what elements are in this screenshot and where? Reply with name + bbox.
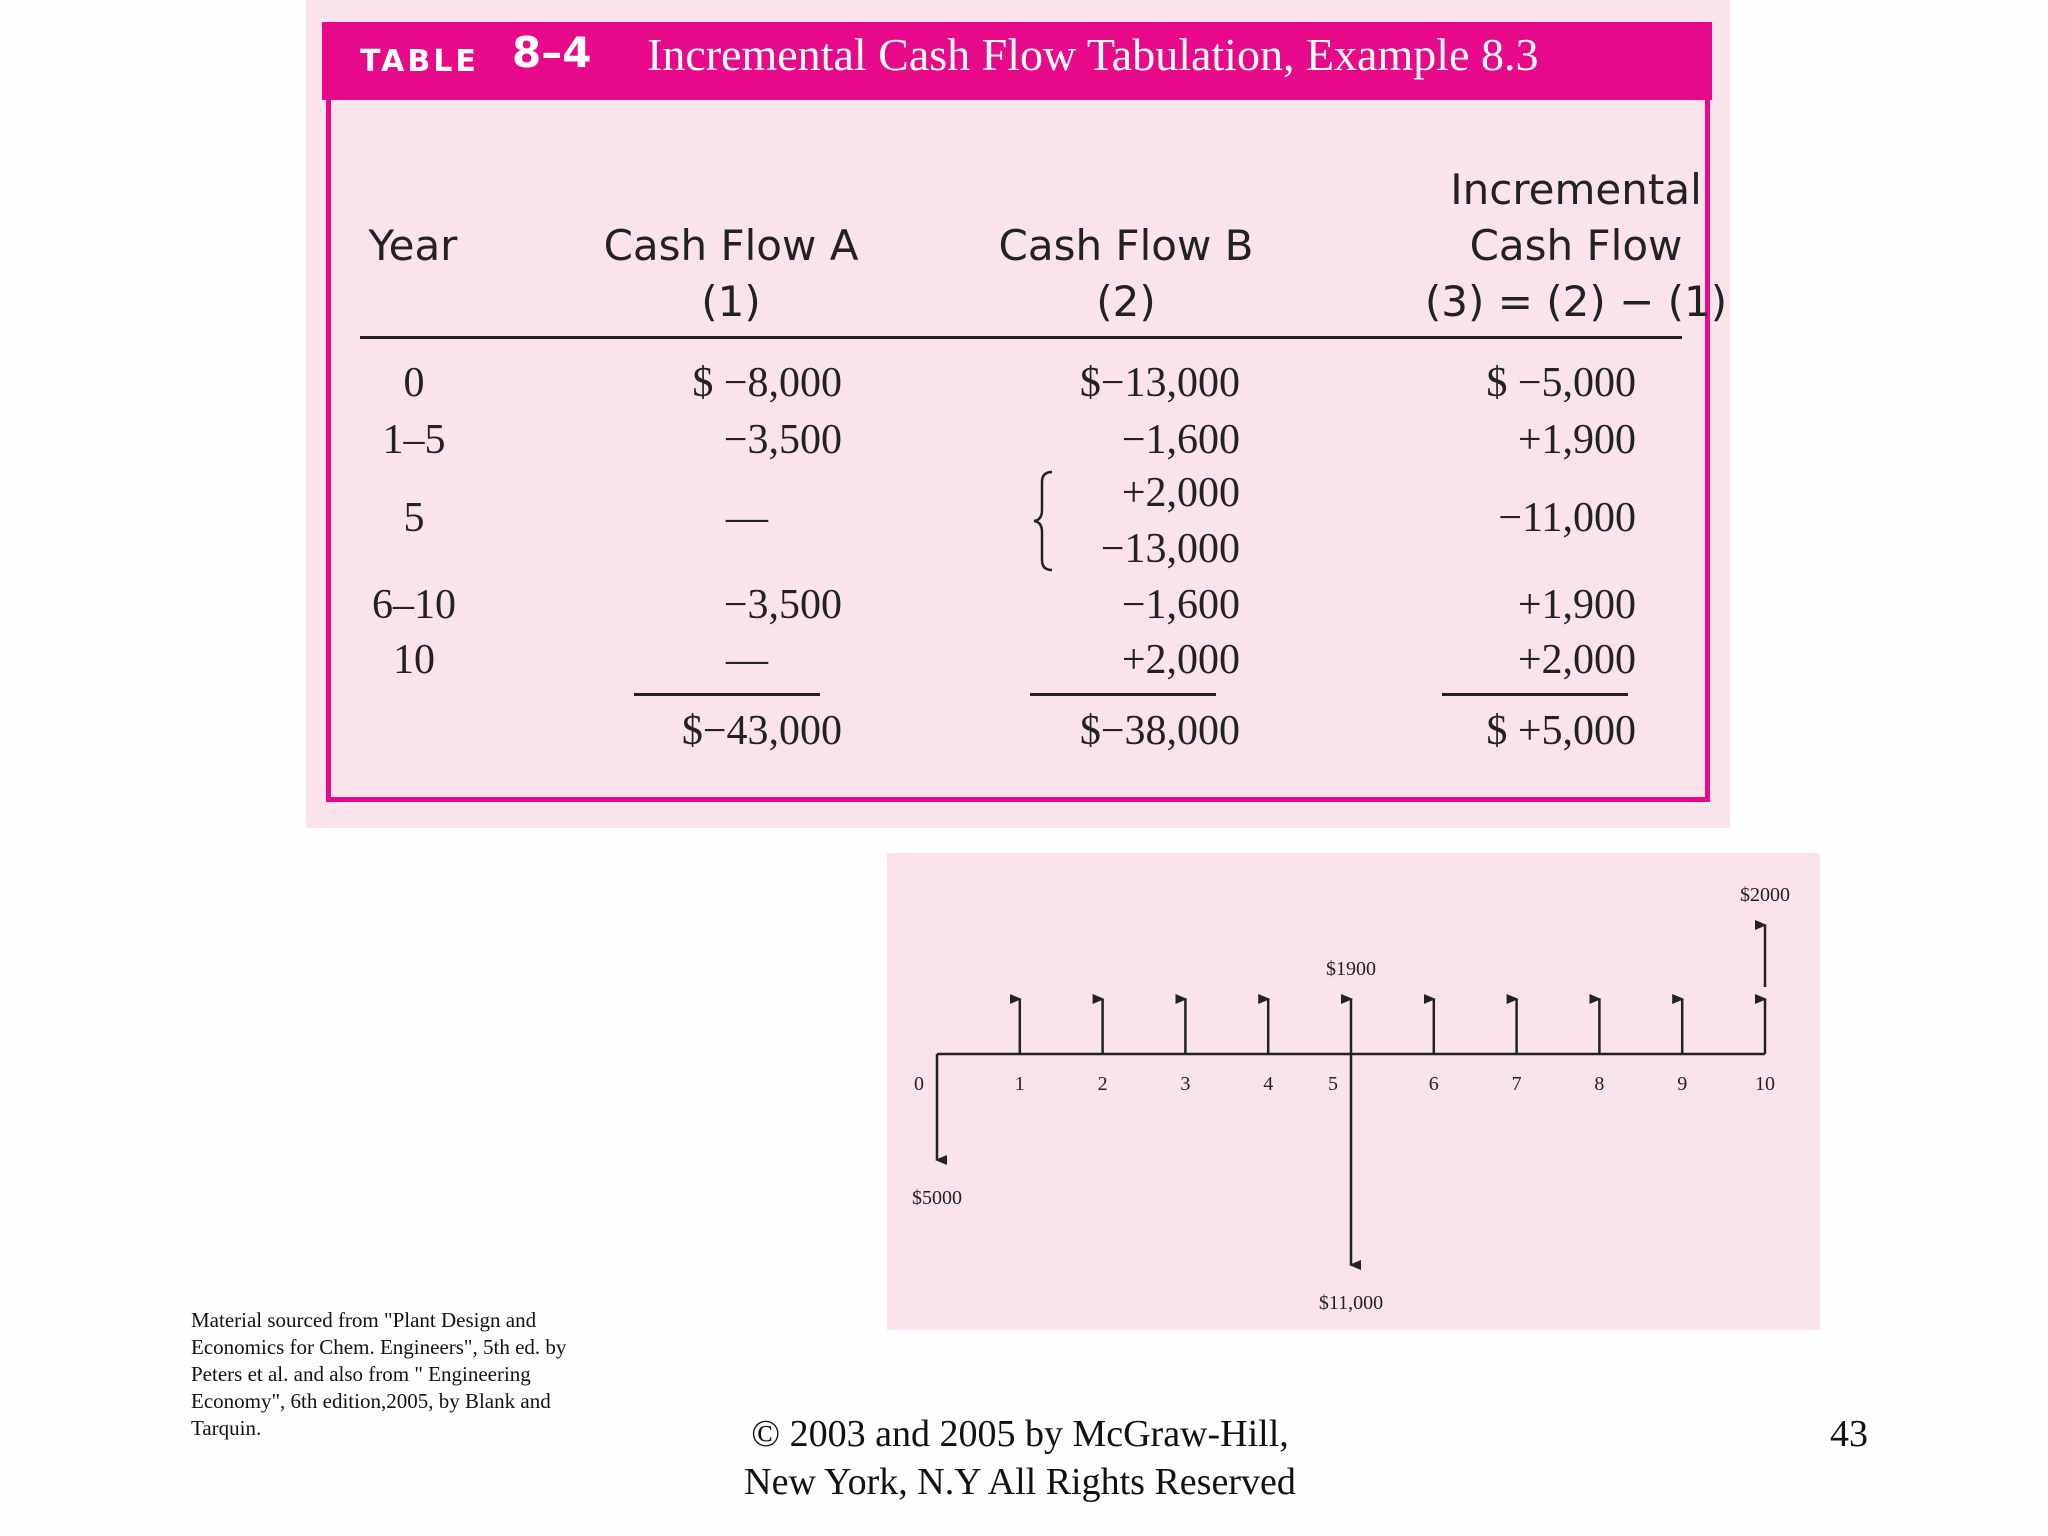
col-header-incremental	[1366, 162, 1786, 330]
row-0-b: $−13,000	[1079, 360, 1240, 406]
total-rule-b	[1030, 693, 1216, 696]
total-rule-inc	[1442, 693, 1628, 696]
copyright-line1: © 2003 and 2005 by McGraw-Hill,	[751, 1413, 1289, 1455]
row-0-a: $ −8,000	[692, 360, 842, 406]
col-header-b-line1: Cash Flow B	[998, 221, 1254, 270]
year-label-2: 2	[1097, 1073, 1108, 1095]
page-number: 43	[1830, 1413, 1868, 1455]
cash-flow-diagram-svg	[887, 853, 1820, 1330]
total-rule-a	[634, 693, 820, 696]
table-title: Incremental Cash Flow Tabulation, Example 8.3	[647, 29, 1539, 80]
row-3-b: −1,600	[1121, 582, 1240, 628]
row-4-year: 10	[393, 637, 435, 683]
row-0-inc: $ −5,000	[1486, 360, 1636, 406]
copyright-line2: New York, N.Y All Rights Reserved	[744, 1461, 1296, 1503]
table-header-bar	[322, 22, 1712, 100]
total-b: $−38,000	[1079, 708, 1240, 754]
cash-flow-diagram	[887, 853, 1820, 1330]
col-header-b-line2: (2)	[1096, 277, 1156, 326]
header-rule	[360, 336, 1682, 339]
col-header-year	[358, 218, 468, 274]
source-note: Material sourced from "Plant Design and Economics for Chem. Engineers", 5th ed. by Peters et al. and also from " Engineering Economy", 6th edition,2005, by Blank and Tarquin.	[191, 1308, 567, 1440]
row-2-b-line2: −13,000	[1100, 526, 1240, 572]
row-3-a: −3,500	[723, 582, 842, 628]
col-header-inc-line1: Incremental	[1450, 165, 1702, 214]
year-label-0: 0	[914, 1073, 924, 1095]
row-1-inc: +1,900	[1517, 417, 1636, 463]
col-header-year-line1: Year	[368, 221, 458, 270]
col-header-a-line1: Cash Flow A	[603, 221, 859, 270]
row-2-b-line1: +2,000	[1121, 470, 1240, 516]
row-4-b: +2,000	[1121, 637, 1240, 683]
year-label-7: 7	[1511, 1073, 1522, 1095]
row-1-year: 1–5	[382, 417, 446, 463]
cash-flow-label-6: $11,000	[1318, 1292, 1384, 1314]
col-header-a-line2: (1)	[701, 277, 761, 326]
row-4-a: —	[726, 637, 768, 683]
year-label-3: 3	[1180, 1073, 1191, 1095]
year-label-8: 8	[1594, 1073, 1605, 1095]
row-4-inc: +2,000	[1517, 637, 1636, 683]
copyright	[700, 1410, 1340, 1506]
row-2-year: 5	[403, 495, 425, 541]
row-2-inc: −11,000	[1498, 495, 1636, 541]
row-2-a: —	[726, 495, 768, 541]
cash-flow-label-0: $5000	[912, 1187, 962, 1209]
row-1-a: −3,500	[723, 417, 842, 463]
col-header-inc-line3: (3) = (2) − (1)	[1424, 277, 1728, 326]
cash-flow-label-12: $2000	[1740, 884, 1790, 906]
row-2-b-brace	[1032, 466, 1062, 576]
table-panel	[306, 0, 1730, 828]
year-label-5: 5	[1328, 1073, 1338, 1095]
row-3-inc: +1,900	[1517, 582, 1636, 628]
cash-flow-label-5: $1900	[1326, 958, 1376, 980]
year-label-6: 6	[1428, 1073, 1439, 1095]
col-header-inc-line2: Cash Flow	[1469, 221, 1683, 270]
table-number: 8–4	[512, 28, 592, 77]
col-header-cash-flow-b	[961, 218, 1291, 330]
row-0-year: 0	[403, 360, 425, 406]
year-label-1: 1	[1014, 1073, 1025, 1095]
col-header-cash-flow-a	[566, 218, 896, 330]
row-1-b: −1,600	[1121, 417, 1240, 463]
row-3-year: 6–10	[372, 582, 456, 628]
year-label-4: 4	[1263, 1073, 1274, 1095]
year-label-10: 10	[1755, 1073, 1775, 1095]
table-label: TABLE	[360, 44, 479, 79]
total-a: $−43,000	[681, 708, 842, 754]
total-inc: $ +5,000	[1486, 708, 1636, 754]
year-label-9: 9	[1677, 1073, 1688, 1095]
